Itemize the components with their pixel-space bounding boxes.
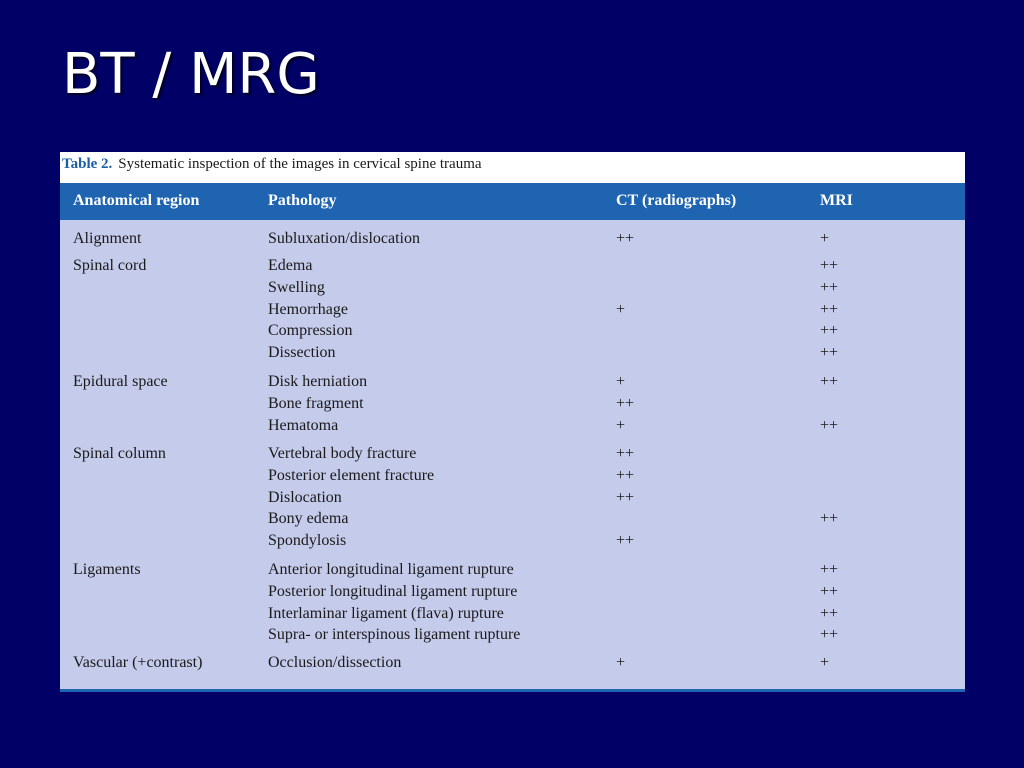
ct-cell: ++	[616, 445, 635, 462]
region-cell: Epidural space	[73, 373, 168, 390]
pathology-cell: Anterior longitudinal ligament rupture	[268, 561, 514, 578]
region-cell: Vascular (+contrast)	[73, 654, 203, 671]
mri-cell: ++	[820, 344, 839, 362]
ct-cell: +	[616, 300, 626, 318]
header-anatomical-region: Anatomical region	[73, 192, 200, 209]
table-row	[60, 605, 965, 627]
ct-cell: ++	[616, 466, 635, 484]
pathology-cell: Interlaminar ligament (flava) rupture	[268, 604, 504, 622]
mri-cell: ++	[820, 582, 839, 600]
table-row	[60, 626, 965, 648]
table-caption	[62, 154, 482, 182]
ct-cell: ++	[616, 230, 635, 247]
table-row	[60, 279, 965, 301]
ct-cell: +	[616, 654, 626, 671]
table-image	[60, 152, 965, 692]
table-group	[60, 654, 965, 676]
pathology-cell: Posterior longitudinal ligament rupture	[268, 582, 518, 600]
pathology-cell: Subluxation/dislocation	[268, 230, 420, 247]
mri-cell: ++	[820, 510, 839, 528]
table-row	[60, 373, 965, 395]
pathology-cell: Bony edema	[268, 510, 349, 528]
pathology-cell: Edema	[268, 257, 313, 274]
table-bottom-rule	[60, 689, 965, 692]
region-cell: Alignment	[73, 230, 142, 247]
region-cell: Spinal cord	[73, 257, 147, 274]
mri-cell: ++	[820, 300, 839, 318]
table-row	[60, 654, 965, 676]
table-row	[60, 322, 965, 344]
mri-cell: +	[820, 654, 830, 671]
mri-cell: +	[820, 230, 830, 247]
region-cell: Spinal column	[73, 445, 166, 462]
ct-cell: ++	[616, 394, 635, 412]
pathology-cell: Disk herniation	[268, 373, 368, 390]
header-mri: MRI	[820, 192, 853, 209]
table-row	[60, 344, 965, 366]
table-row	[60, 467, 965, 489]
mri-cell: ++	[820, 322, 839, 340]
table-row	[60, 510, 965, 532]
table-row	[60, 489, 965, 511]
table-caption-text: Systematic inspection of the images in cervical spine trauma	[118, 156, 482, 172]
slide-title: BT / MRG	[62, 42, 320, 107]
table-body	[60, 220, 965, 689]
ct-cell: ++	[616, 488, 635, 506]
pathology-cell: Bone fragment	[268, 394, 364, 412]
table-caption-label: Table 2.	[62, 156, 113, 172]
pathology-cell: Swelling	[268, 278, 325, 296]
header-ct: CT (radiographs)	[616, 192, 737, 209]
pathology-cell: Occlusion/dissection	[268, 654, 402, 671]
table-row	[60, 257, 965, 279]
table-row	[60, 417, 965, 439]
table-row	[60, 395, 965, 417]
pathology-cell: Supra- or interspinous ligament rupture	[268, 626, 521, 644]
mri-cell: ++	[820, 626, 839, 644]
pathology-cell: Dislocation	[268, 488, 342, 506]
mri-cell: ++	[820, 416, 839, 434]
pathology-cell: Hemorrhage	[268, 300, 348, 318]
pathology-cell: Vertebral body fracture	[268, 445, 417, 462]
region-cell: Ligaments	[73, 561, 141, 578]
pathology-cell: Hematoma	[268, 416, 339, 434]
table-header	[60, 183, 965, 220]
pathology-cell: Posterior element fracture	[268, 466, 435, 484]
ct-cell: +	[616, 416, 626, 434]
table-group	[60, 561, 965, 648]
table-group	[60, 257, 965, 366]
table-group	[60, 230, 965, 252]
table-row	[60, 301, 965, 323]
mri-cell: ++	[820, 604, 839, 622]
table-row	[60, 532, 965, 554]
table-row	[60, 561, 965, 583]
table-group	[60, 445, 965, 554]
table-group	[60, 373, 965, 438]
table-row	[60, 445, 965, 467]
table-row	[60, 230, 965, 252]
pathology-cell: Dissection	[268, 344, 336, 362]
pathology-cell: Compression	[268, 322, 353, 340]
mri-cell: ++	[820, 373, 839, 390]
pathology-cell: Spondylosis	[268, 532, 347, 550]
ct-cell: +	[616, 373, 626, 390]
mri-cell: ++	[820, 257, 839, 274]
table-row	[60, 583, 965, 605]
ct-cell: ++	[616, 532, 635, 550]
header-pathology: Pathology	[268, 192, 337, 209]
mri-cell: ++	[820, 561, 839, 578]
mri-cell: ++	[820, 278, 839, 296]
